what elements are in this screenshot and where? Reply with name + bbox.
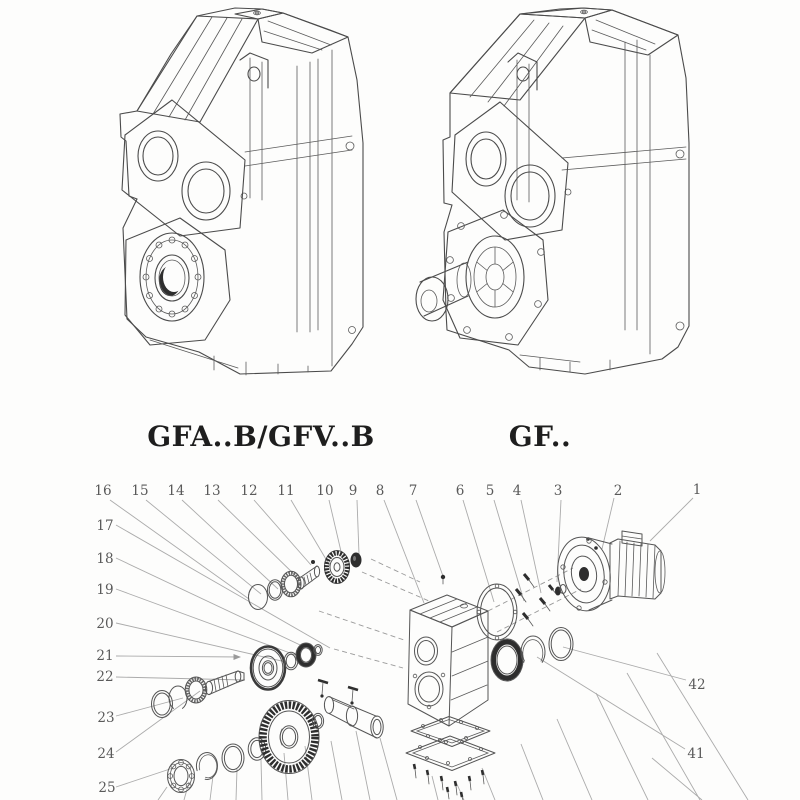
right-reducer-drawing bbox=[416, 8, 689, 374]
callout-8: 8 bbox=[375, 483, 385, 499]
callout-41: 41 bbox=[687, 746, 705, 762]
hollow-shaft-bearing bbox=[140, 233, 204, 321]
dashed-assembly-lines bbox=[319, 559, 581, 668]
motor-body bbox=[610, 531, 665, 599]
callout-2: 2 bbox=[613, 483, 623, 499]
output-shaft-exploded bbox=[324, 697, 383, 738]
callout-14: 14 bbox=[167, 483, 185, 499]
callout-17: 17 bbox=[96, 518, 114, 534]
callout-16: 16 bbox=[94, 483, 112, 499]
callout-21: 21 bbox=[96, 648, 114, 664]
input-motor bbox=[553, 531, 665, 614]
callout-20: 20 bbox=[96, 616, 114, 632]
callout-15: 15 bbox=[131, 483, 149, 499]
snap-ring bbox=[169, 686, 187, 708]
input-shaft-assembly bbox=[249, 551, 362, 610]
cover-plate bbox=[411, 717, 490, 747]
flange-bearing bbox=[491, 639, 523, 681]
set-screw bbox=[311, 560, 315, 564]
arrowhead bbox=[234, 654, 242, 660]
callout-1: 1 bbox=[692, 482, 702, 498]
output-bearing-spokes bbox=[466, 236, 524, 318]
callout-4: 4 bbox=[512, 483, 522, 499]
exploded-parts-diagram bbox=[94, 482, 748, 800]
ball-bearing bbox=[168, 760, 195, 793]
stage-gear-disc bbox=[251, 647, 285, 690]
right-model-label: GF.. bbox=[508, 420, 572, 453]
callout-5: 5 bbox=[485, 483, 495, 499]
housing-lower-bore bbox=[415, 672, 443, 706]
vent-plug bbox=[441, 575, 445, 584]
callout-7: 7 bbox=[408, 483, 418, 499]
left-model-label: GFA..B/GFV..B bbox=[147, 420, 375, 453]
o-ring-42 bbox=[549, 628, 573, 661]
callout-42: 42 bbox=[688, 677, 706, 693]
cover-gasket bbox=[406, 736, 495, 771]
leader-lines bbox=[110, 498, 748, 800]
spacer-ring bbox=[222, 744, 244, 772]
callout-22: 22 bbox=[96, 669, 114, 685]
retaining-ring bbox=[196, 752, 217, 779]
input-gear bbox=[325, 551, 350, 584]
pinion-bearing bbox=[185, 677, 207, 703]
callout-11: 11 bbox=[277, 483, 295, 499]
motor-flange-bell bbox=[553, 534, 615, 615]
callout-9: 9 bbox=[348, 483, 358, 499]
callout-12: 12 bbox=[240, 483, 258, 499]
callout-13: 13 bbox=[203, 483, 221, 499]
intermediate-pinion-shaft bbox=[205, 671, 244, 695]
gear-hub bbox=[351, 553, 362, 568]
o-ring bbox=[268, 580, 283, 600]
callout-3: 3 bbox=[553, 483, 563, 499]
callout-25: 25 bbox=[98, 780, 116, 796]
snap-ring-41 bbox=[521, 636, 545, 662]
left-reducer-drawing bbox=[120, 8, 363, 375]
end-cap bbox=[249, 585, 268, 610]
stage-bearing bbox=[296, 643, 316, 667]
callout-6: 6 bbox=[455, 483, 465, 499]
callout-23: 23 bbox=[97, 710, 115, 726]
callout-24: 24 bbox=[97, 746, 115, 762]
callout-18: 18 bbox=[96, 551, 114, 567]
output-gear bbox=[259, 701, 319, 774]
callout-10: 10 bbox=[316, 483, 334, 499]
callout-19: 19 bbox=[96, 582, 114, 598]
second-stage-assembly bbox=[251, 643, 322, 690]
